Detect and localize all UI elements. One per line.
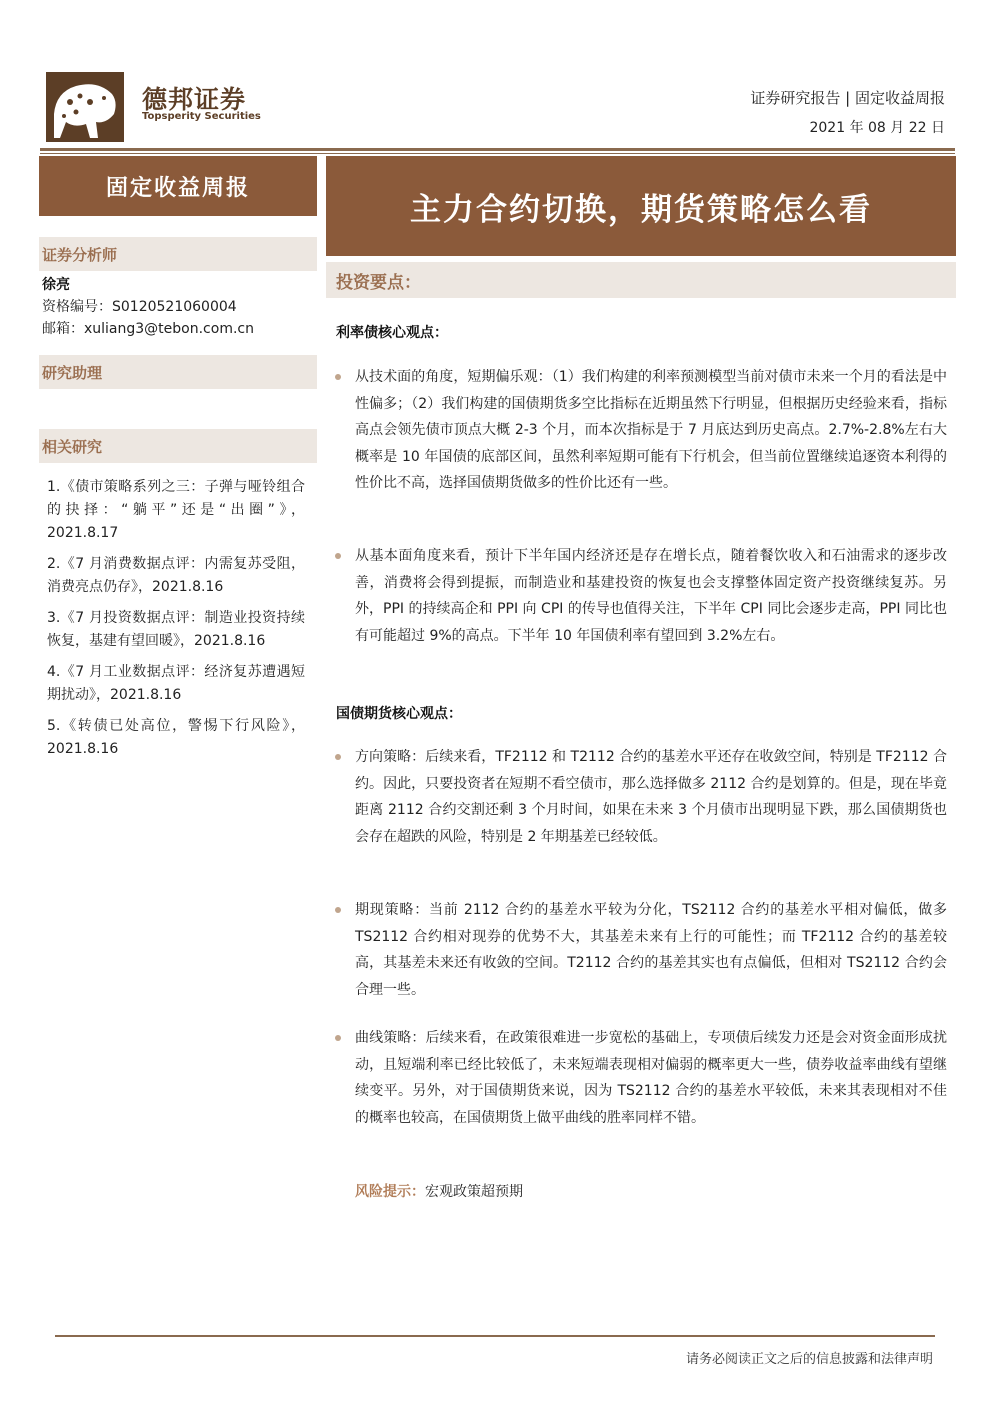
brand-name-cn: 德邦证券 bbox=[142, 85, 247, 114]
assistant-heading: 研究助理 bbox=[39, 355, 317, 389]
related-research-list bbox=[47, 476, 305, 769]
analyst-license: 资格编号：S0120521060004 bbox=[42, 299, 237, 315]
analyst-name: 徐亮 bbox=[42, 277, 70, 293]
related-item[interactable]: 5.《转债已处高位，警惕下行风险》，2021.8.16 bbox=[47, 718, 305, 757]
footer-disclaimer[interactable]: 请务必阅读正文之后的信息披露和法律声明 bbox=[685, 1352, 933, 1367]
sidebar-banner: 固定收益周报 bbox=[39, 156, 317, 216]
bullet-dot-icon bbox=[335, 374, 341, 380]
analyst-heading: 证券分析师 bbox=[39, 237, 317, 271]
investment-points-heading: 投资要点： bbox=[326, 262, 956, 298]
bullet-text: 曲线策略：后续来看，在政策很难进一步宽松的基础上，专项债后续发力还是会对资金面形成扰动，且短端利率已经比较低了，未来短端表现相对偏弱的概率更大一些，债券收益率曲线有望继续变平。另外，对于国债期货来说，因为 TS2112 合约的基差水平较低，未来其表现相对不佳的概率也较高，在国债期货上做平曲线的胜率同样不错。 bbox=[355, 1030, 947, 1126]
related-heading: 相关研究 bbox=[39, 429, 317, 463]
bullet-dot-icon bbox=[335, 553, 341, 559]
bullet-text: 从基本面角度来看，预计下半年国内经济还是存在增长点，随着餐饮收入和石油需求的逐步改善，消费将会得到提振，而制造业和基建投资的恢复也会支撑整体固定资产投资继续复苏。另外，PPI 的持续高企和 PPI 向 CPI 的传导也值得关注，下半年 CPI 同比会逐步走高，PPI 同比也有可能超过 9%的高点。下半年 10 年国债利率有望回到 3.2%左右。 bbox=[355, 548, 947, 644]
risk-label: 风险提示： bbox=[355, 1184, 425, 1200]
brand-name-en: Topsperity Securities bbox=[142, 111, 261, 122]
related-item[interactable]: 1.《债市策略系列之三：子弹与哑铃组合的抉择：“躺平”还是“出圈”》，2021.8.17 bbox=[47, 479, 305, 541]
related-item[interactable]: 3.《7 月投资数据点评：制造业投资持续恢复，基建有望回暖》，2021.8.16 bbox=[47, 610, 305, 649]
risk-warning bbox=[355, 1181, 523, 1201]
report-date: 2021 年 08 月 22 日 bbox=[809, 120, 945, 136]
bullet-dot-icon bbox=[335, 907, 341, 913]
bullet-dot-icon bbox=[335, 754, 341, 760]
bullet-item bbox=[335, 744, 947, 850]
bullet-item bbox=[335, 543, 947, 649]
report-type: 证券研究报告 | 固定收益周报 bbox=[750, 89, 945, 107]
page-title: 主力合约切换，期货策略怎么看 bbox=[326, 156, 956, 256]
related-item[interactable]: 2.《7 月消费数据点评：内需复苏受阻，消费亮点仍存》，2021.8.16 bbox=[47, 556, 305, 595]
bullet-text: 从技术面的角度，短期偏乐观：（1）我们构建的利率预测模型当前对债市未来一个月的看法是中性偏多；（2）我们构建的国债期货多空比指标在近期虽然下行明显，但根据历史经验来看，指标高点会领先债市顶点大概 2-3 个月，而本次指标是于 7 月底达到历史高点。2.7%-2.8%左右大概率是 10 年国债的底部区间，虽然利率短期可能有下行机会，但当前位置继续追逐资本利得的性价比不高，选择国债期货做多的性价比还有一些。 bbox=[355, 369, 947, 491]
section-title-rates: 利率债核心观点： bbox=[336, 325, 448, 341]
header-divider-thin bbox=[40, 153, 955, 154]
bullet-item bbox=[335, 364, 947, 497]
section-title-futures: 国债期货核心观点： bbox=[336, 706, 462, 722]
bullet-item bbox=[335, 1025, 947, 1131]
bullet-text: 期现策略：当前 2112 合约的基差水平较为分化，TS2112 合约的基差水平相对偏低，做多 TS2112 合约相对现券的优势不大，其基差未来有上行的可能性；而 TF2112 合约的基差较高，其基差未来还有收敛的空间。T2112 合约的基差其实也有点偏低，但相对 TS2112 合约会合理一些。 bbox=[355, 902, 947, 998]
leopard-logo-icon bbox=[46, 72, 124, 142]
bullet-text: 方向策略：后续来看，TF2112 和 T2112 合约的基差水平还存在收敛空间，特别是 TF2112 合约。因此，只要投资者在短期不看空债市，那么选择做多 2112 合约是划算的。但是，现在毕竟距离 2112 合约交割还剩 3 个月时间，如果在未来 3 个月债市出现明显下跌，那么国债期货也会存在超跌的风险，特别是 2 年期基差已经较低。 bbox=[355, 749, 947, 845]
risk-text: 宏观政策超预期 bbox=[425, 1184, 523, 1200]
analyst-email: 邮箱：xuliang3@tebon.com.cn bbox=[42, 321, 254, 337]
footer-divider bbox=[55, 1335, 935, 1337]
header-divider bbox=[40, 148, 955, 151]
related-item[interactable]: 4.《7 月工业数据点评：经济复苏遭遇短期扰动》，2021.8.16 bbox=[47, 664, 305, 703]
bullet-item bbox=[335, 897, 947, 1003]
bullet-dot-icon bbox=[335, 1035, 341, 1041]
